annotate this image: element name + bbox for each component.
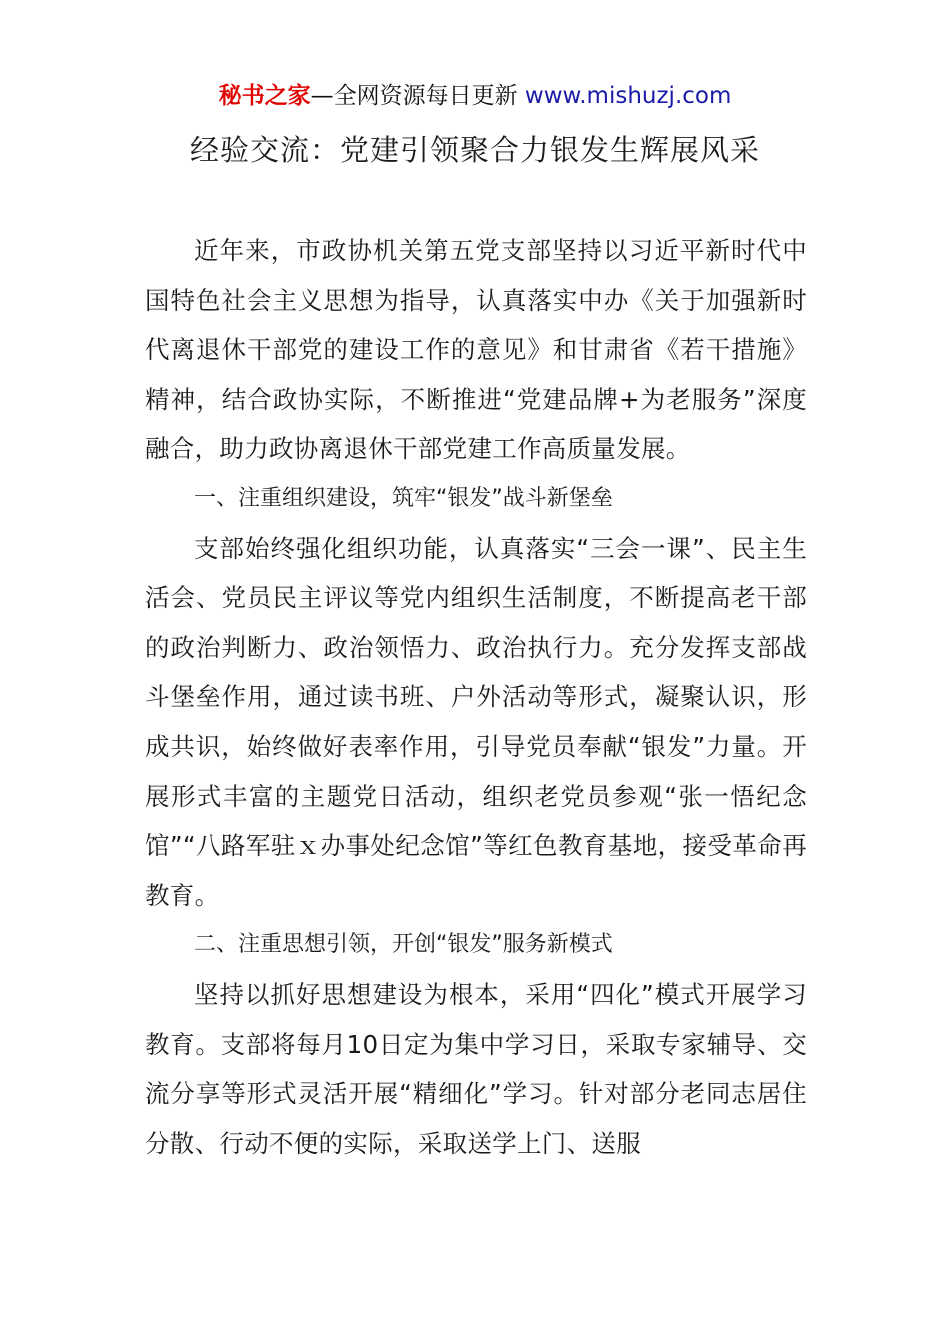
brand-name: 秘书之家 [218,83,311,109]
page-header [0,80,950,112]
section-heading-1: 一、注重组织建设，筑牢“银发”战斗新堡垒 [194,485,613,511]
section-paragraph-2: 坚持以抓好思想建设为根本，采用“四化”模式开展学习教育。支部将每月10日定为集中学习日，采取专家辅导、交流分享等形式灵活开展“精细化”学习。针对部分老同志居住分散、行动不便的实际，采取送学上门、送服 [145,979,807,1158]
document-title: 经验交流：党建引领聚合力银发生辉展风采 [189,133,760,167]
site-url-link[interactable]: www.mishuzj.com [524,83,732,109]
header-tagline: —全网资源每日更新 [310,83,518,109]
intro-paragraph: 近年来，市政协机关第五党支部坚持以习近平新时代中国特色社会主义思想为指导，认真落实中办《关于加强新时代离退休干部党的建设工作的意见》和甘肃省《若干措施》精神，结合政协实际，不断推进“党建品牌+为老服务”深度融合，助力政协离退休干部党建工作高质量发展。 [145,236,807,464]
document-body [145,226,807,1168]
section-heading-2: 二、注重思想引领，开创“银发”服务新模式 [194,932,613,958]
section-paragraph-1: 支部始终强化组织功能，认真落实“三会一课”、民主生活会、党员民主评议等党内组织生活制度，不断提高老干部的政治判断力、政治领悟力、政治执行力。充分发挥支部战斗堡垒作用，通过读书班、户外活动等形式，凝聚认识，形成共识，始终做好表率作用，引导党员奉献“银发”力量。开展形式丰富的主题党日活动，组织老党员参观“张一悟纪念馆”“八路军驻ｘ办事处纪念馆”等红色教育基地，接受革命再教育。 [145,533,807,910]
